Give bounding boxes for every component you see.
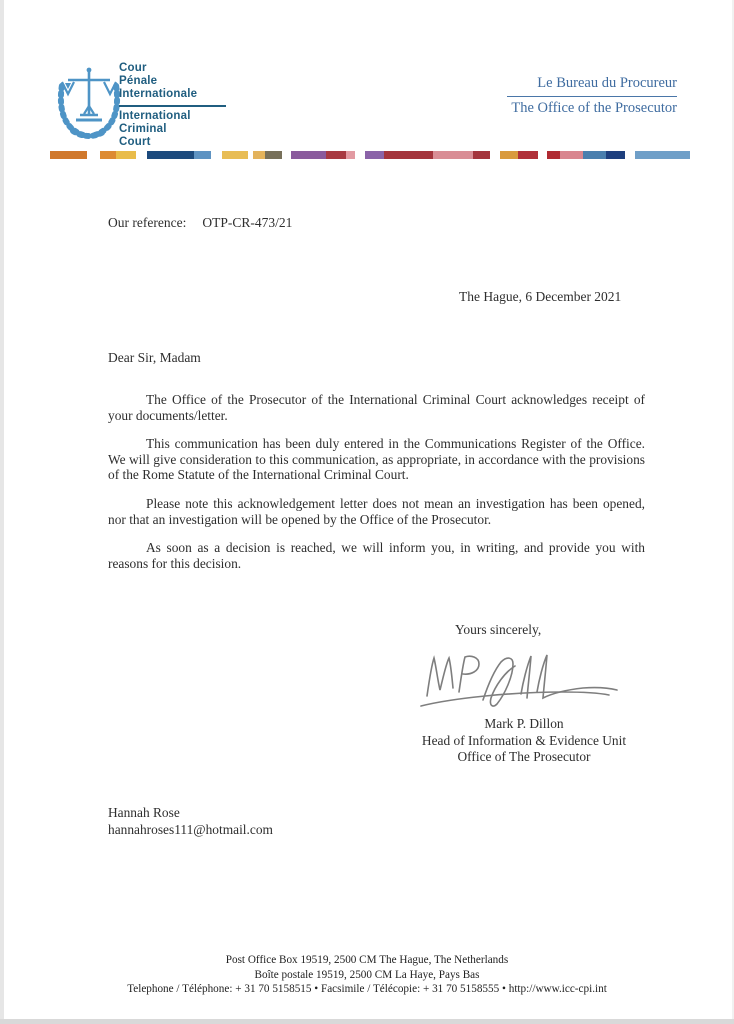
divider-gap <box>490 151 500 159</box>
divider-segment <box>635 151 691 159</box>
divider-gap <box>625 151 634 159</box>
divider-segment <box>222 151 248 159</box>
color-divider <box>50 151 690 159</box>
divider-segment <box>500 151 518 159</box>
divider-segment <box>147 151 195 159</box>
icc-wordmark <box>119 62 226 149</box>
divider-segment <box>365 151 383 159</box>
divider-segment <box>473 151 489 159</box>
wordmark-line: Criminal <box>119 123 167 135</box>
addressee-email: hannahroses111@hotmail.com <box>108 822 273 837</box>
wordmark-line: Internationale <box>119 88 198 100</box>
office-header-french: Le Bureau du Procureur <box>507 75 677 97</box>
divider-gap <box>87 151 100 159</box>
office-header-english: The Office of the Prosecutor <box>511 100 677 116</box>
signature-icon <box>413 648 625 714</box>
divider-segment <box>518 151 538 159</box>
divider-segment <box>606 151 626 159</box>
letter-body <box>108 392 645 584</box>
footer-address-en: Post Office Box 19519, 2500 CM The Hague, The Netherlands <box>225 954 509 966</box>
divider-segment <box>50 151 87 159</box>
divider-gap <box>211 151 221 159</box>
paragraph: This communication has been duly entered in the Communications Register of the Office. We will give consideration to this communication, as appropriate, in accordance with the provisions of the Rome Statute of the International Criminal Court. <box>108 436 645 483</box>
paragraph: The Office of the Prosecutor of the International Criminal Court acknowledges receipt of your documents/letter. <box>108 392 645 423</box>
wordmark-line: Court <box>119 136 151 148</box>
page-edge-left <box>0 0 4 1024</box>
icc-emblem-icon <box>55 59 123 145</box>
divider-segment <box>253 151 265 159</box>
divider-segment <box>265 151 282 159</box>
signatory-block <box>388 716 660 766</box>
addressee-name: Hannah Rose <box>108 805 180 820</box>
divider-gap <box>282 151 291 159</box>
wordmark-line: Pénale <box>119 75 158 87</box>
wordmark-line: Cour <box>119 62 147 74</box>
divider-segment <box>194 151 211 159</box>
signatory-unit: Office of The Prosecutor <box>457 749 591 764</box>
wordmark-divider <box>119 105 226 107</box>
salutation: Dear Sir, Madam <box>108 350 201 365</box>
divider-gap <box>136 151 147 159</box>
divider-gap <box>538 151 547 159</box>
divider-segment <box>116 151 136 159</box>
divider-gap <box>355 151 365 159</box>
signatory-name: Mark P. Dillon <box>484 716 564 731</box>
divider-segment <box>384 151 433 159</box>
addressee-block <box>108 804 273 838</box>
signatory-title: Head of Information & Evidence Unit <box>421 732 627 748</box>
office-header <box>507 75 677 117</box>
reference-label: Our reference: <box>108 215 187 230</box>
divider-segment <box>291 151 326 159</box>
footer-contact: Telephone / Téléphone: + 31 70 5158515 • Facsimile / Télécopie: + 31 70 5158555 • http://www.icc-cpi.int <box>127 983 607 996</box>
paragraph: As soon as a decision is reached, we will inform you, in writing, and provide you with reasons for this decision. <box>108 540 645 571</box>
closing: Yours sincerely, <box>455 622 542 637</box>
divider-segment <box>346 151 355 159</box>
wordmark-line: International <box>119 110 191 122</box>
divider-segment <box>560 151 583 159</box>
footer-address-fr: Boîte postale 19519, 2500 CM La Haye, Pays Bas <box>254 968 480 981</box>
footer <box>0 953 734 997</box>
reference-value: OTP-CR-473/21 <box>202 215 293 230</box>
divider-segment <box>326 151 346 159</box>
reference-line <box>108 215 292 231</box>
dateline: The Hague, 6 December 2021 <box>459 289 622 304</box>
paragraph: Please note this acknowledgement letter does not mean an investigation has been opened, nor that an investigation will be opened by the Office of the Prosecutor. <box>108 495 645 527</box>
divider-segment <box>433 151 473 159</box>
divider-segment <box>583 151 606 159</box>
divider-segment <box>547 151 560 159</box>
page-edge-bottom <box>0 1019 734 1024</box>
divider-segment <box>100 151 116 159</box>
